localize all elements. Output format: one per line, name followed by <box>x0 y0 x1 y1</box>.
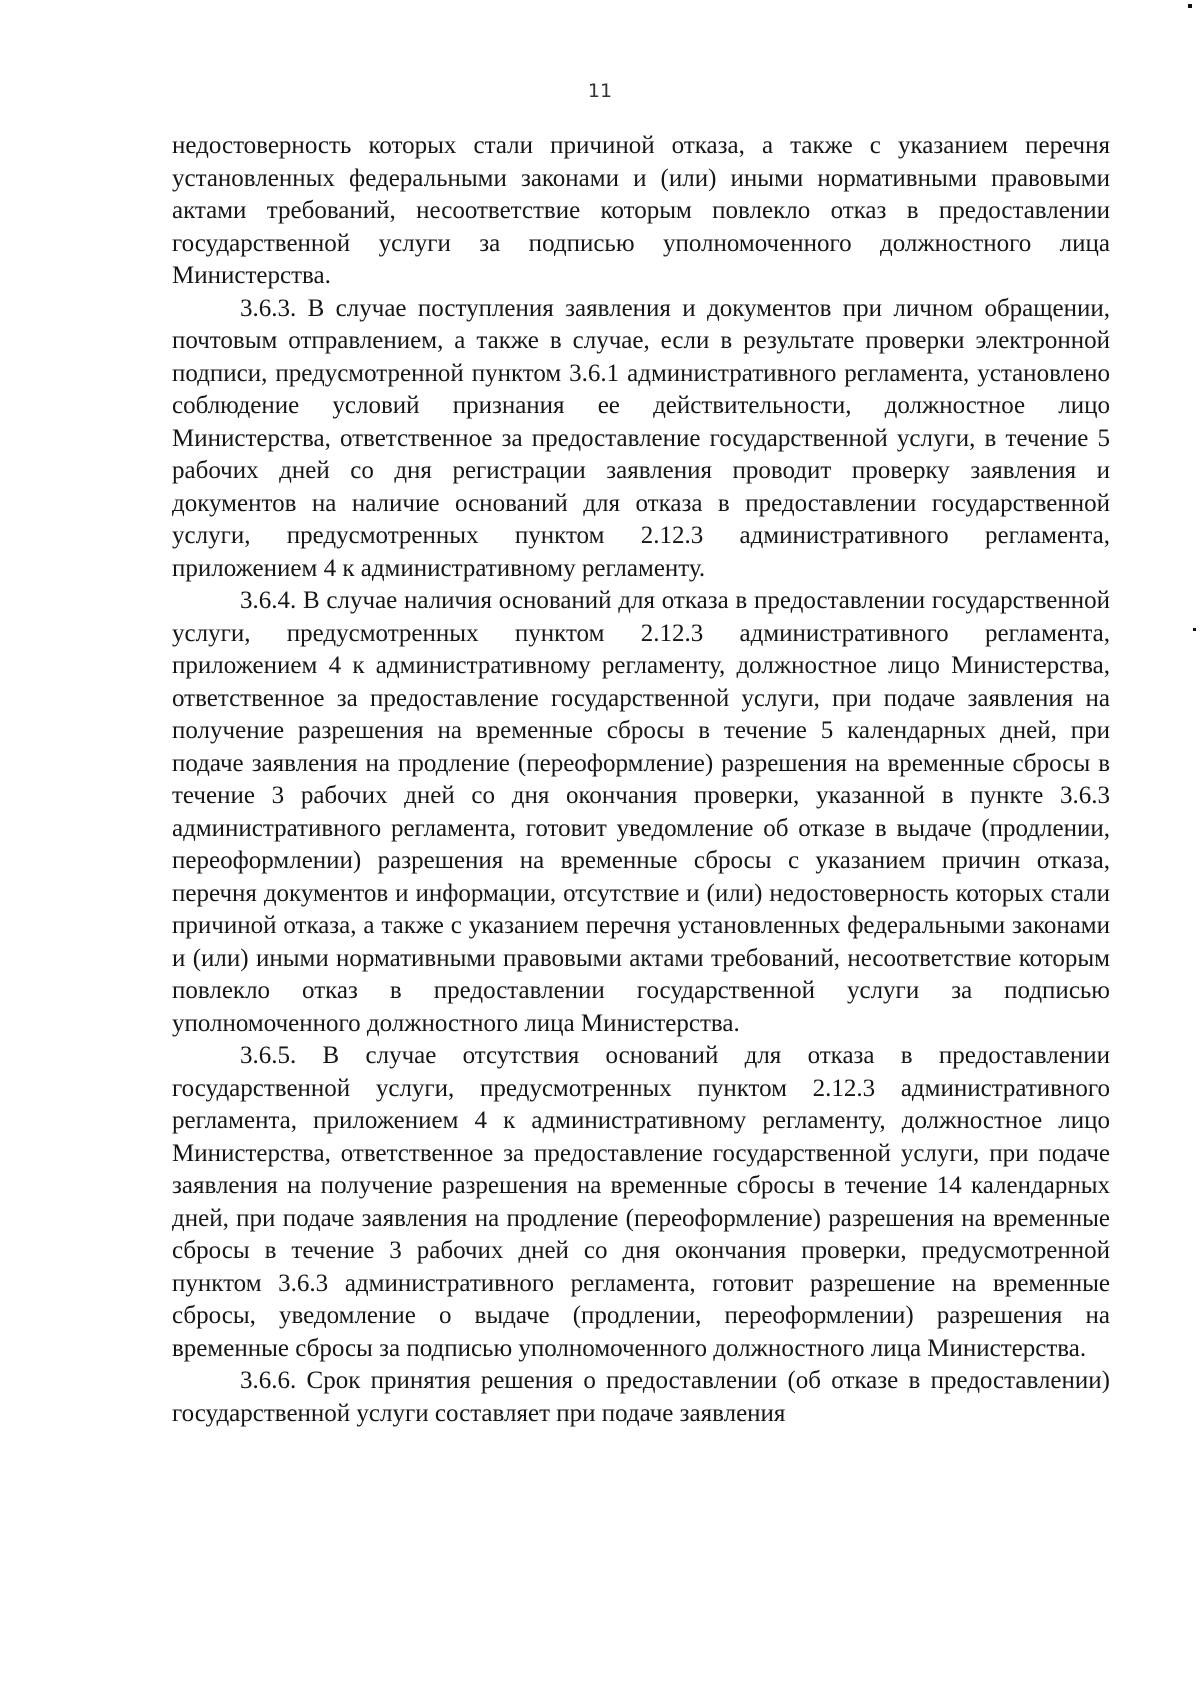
paragraph-continuation: недостоверность которых стали причиной отказа, а также с указанием перечня установленных федеральными законами и (или) иными нормативными правовыми актами требований, несоответствие которым повлекло отказ в предоставлении государственной услуги за подписью уполномоченного должностного лица Министерства. <box>172 132 1110 289</box>
document-body <box>172 130 1110 1430</box>
scan-artifact-right-edge <box>1193 628 1196 631</box>
page-number: 11 <box>587 80 613 102</box>
paragraph-3-6-6: 3.6.6. Срок принятия решения о предоставлении (об отказе в предоставлении) государственной услуги составляет при подаче заявления <box>172 1367 1110 1427</box>
scan-artifact-top-right <box>1188 4 1192 8</box>
paragraph-3-6-3: 3.6.3. В случае поступления заявления и документов при личном обращении, почтовым отправлением, а также в случае, если в результате проверки электронной подписи, предусмотренной пунктом 3.6.1 административного регламента, установлено соблюдение условий признания ее действительности, должностное лицо Министерства, ответственное за предоставление государственной услуги, в течение 5 рабочих дней со дня регистрации заявления проводит проверку заявления и документов на наличие оснований для отказа в предоставлении государственной услуги, предусмотренных пунктом 2.12.3 административного регламента, приложением 4 к административному регламенту. <box>172 294 1110 582</box>
paragraph-3-6-5: 3.6.5. В случае отсутствия оснований для отказа в предоставлении государственной услуги, предусмотренных пунктом 2.12.3 административного регламента, приложением 4 к административному регламенту, должностное лицо Министерства, ответственное за предоставление государственной услуги, при подаче заявления на получение разрешения на временные сбросы в течение 14 календарных дней, при подаче заявления на продление (переоформление) разрешения на временные сбросы в течение 3 рабочих дней со дня окончания проверки, предусмотренной пунктом 3.6.3 административного регламента, готовит разрешение на временные сбросы, уведомление о выдаче (продлении, переоформлении) разрешения на временные сбросы за подписью уполномоченного должностного лица Министерства. <box>172 1042 1110 1362</box>
paragraph-3-6-4: 3.6.4. В случае наличия оснований для отказа в предоставлении государственной услуги, предусмотренных пунктом 2.12.3 административного регламента, приложением 4 к административному регламенту, должностное лицо Министерства, ответственное за предоставление государственной услуги, при подаче заявления на получение разрешения на временные сбросы в течение 5 календарных дней, при подаче заявления на продление (переоформление) разрешения на временные сбросы в течение 3 рабочих дней со дня окончания проверки, указанной в пункте 3.6.3 административного регламента, готовит уведомление об отказе в выдаче (продлении, переоформлении) разрешения на временные сбросы с указанием причин отказа, перечня документов и информации, отсутствие и (или) недостоверность которых стали причиной отказа, а также с указанием перечня установленных федеральными законами и (или) иными нормативными правовыми актами требований, несоответствие которым повлекло отказ в предоставлении государственной услуги за подписью уполномоченного должностного лица Министерства. <box>172 587 1110 1037</box>
